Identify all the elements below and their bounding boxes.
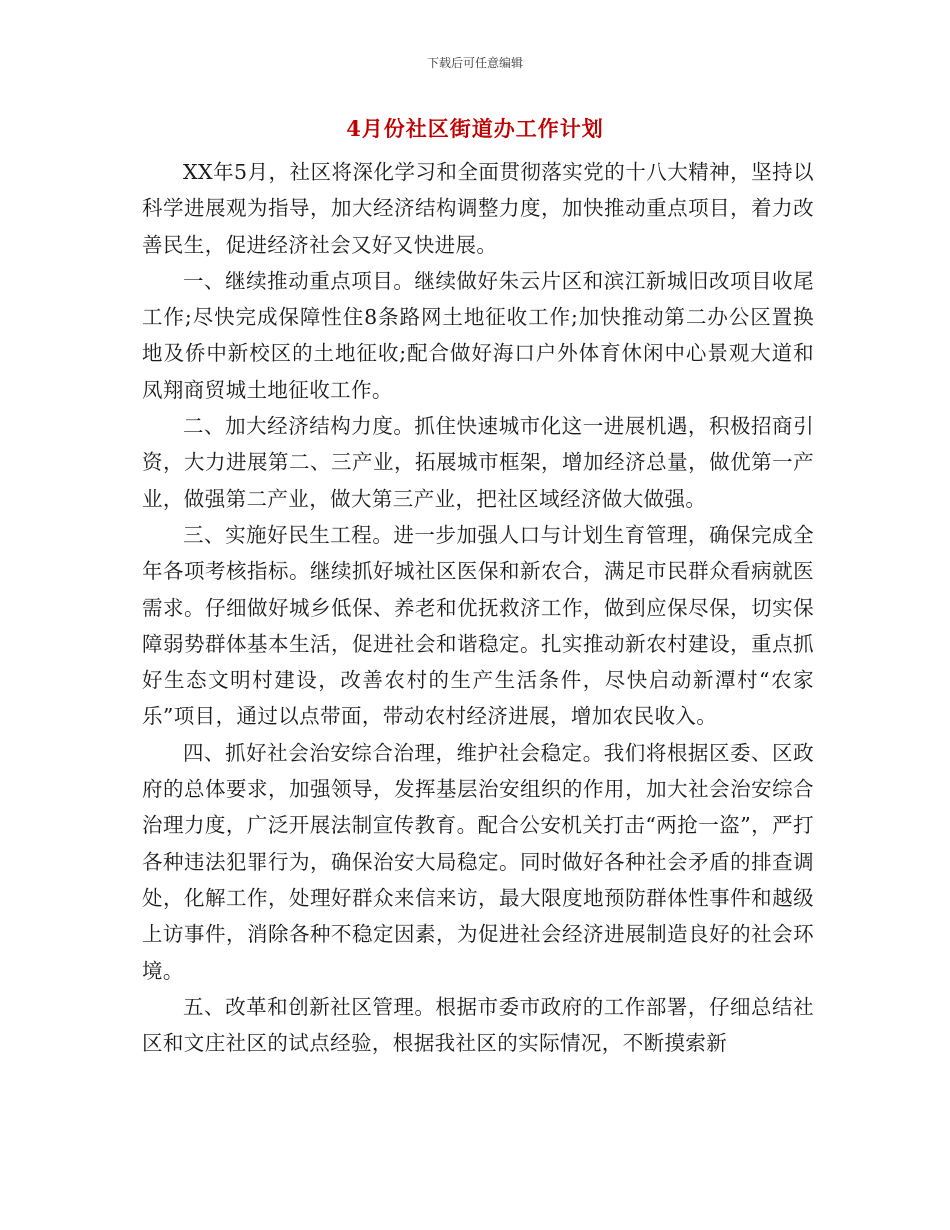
paragraph-1: 一、继续推动重点项目。继续做好朱云片区和滨江新城旧改项目收尾工作;尽快完成保障性住8条路网土地征收工作;加快推动第二办公区置换地及侨中新校区的土地征收;配合做好海口户外体育休闲中心景观大道和凤翔商贸城土地征收工作。 [142, 268, 814, 402]
paragraph-5: 五、改革和创新社区管理。根据市委市政府的工作部署，仔细总结社区和文庄社区的试点经验，根据我社区的实际情况，不断摸索新 [142, 994, 814, 1056]
document-body [142, 154, 814, 1061]
header-note: 下载后可任意编辑 [426, 56, 523, 70]
document-title: 4月份社区街道办工作计划 [346, 116, 604, 141]
paragraph-2: 二、加大经济结构力度。抓住快速城市化这一进展机遇，积极招商引资，大力进展第二、三产业，拓展城市框架，增加经济总量，做优第一产业，做强第二产业，做大第三产业，把社区域经济做大做强。 [142, 414, 814, 511]
paragraph-intro: XX年5月，社区将深化学习和全面贯彻落实党的十八大精神，坚持以科学进展观为指导，加大经济结构调整力度，加快推动重点项目，着力改善民生，促进经济社会又好又快进展。 [142, 160, 814, 257]
paragraph-4: 四、抓好社会治安综合治理，维护社会稳定。我们将根据区委、区政府的总体要求，加强领导，发挥基层治安组织的作用，加大社会治安综合治理力度，广泛开展法制宣传教育。配合公安机关打击“两抢一盗”，严打各种违法犯罪行为，确保治安大局稳定。同时做好各种社会矛盾的排查调处，化解工作，处理好群众来信来访，最大限度地预防群体性事件和越级上访事件，消除各种不稳定因素，为促进社会经济进展制造良好的社会环境。 [142, 740, 814, 983]
paragraph-3: 三、实施好民生工程。进一步加强人口与计划生育管理，确保完成全年各项考核指标。继续抓好城社区医保和新农合，满足市民群众看病就医需求。仔细做好城乡低保、养老和优抚救济工作，做到应保尽保，切实保障弱势群体基本生活，促进社会和谐稳定。扎实推动新农村建设，重点抓好生态文明村建设，改善农村的生产生活条件，尽快启动新潭村“农家乐”项目，通过以点带面，带动农村经济进展，增加农民收入。 [142, 522, 814, 729]
